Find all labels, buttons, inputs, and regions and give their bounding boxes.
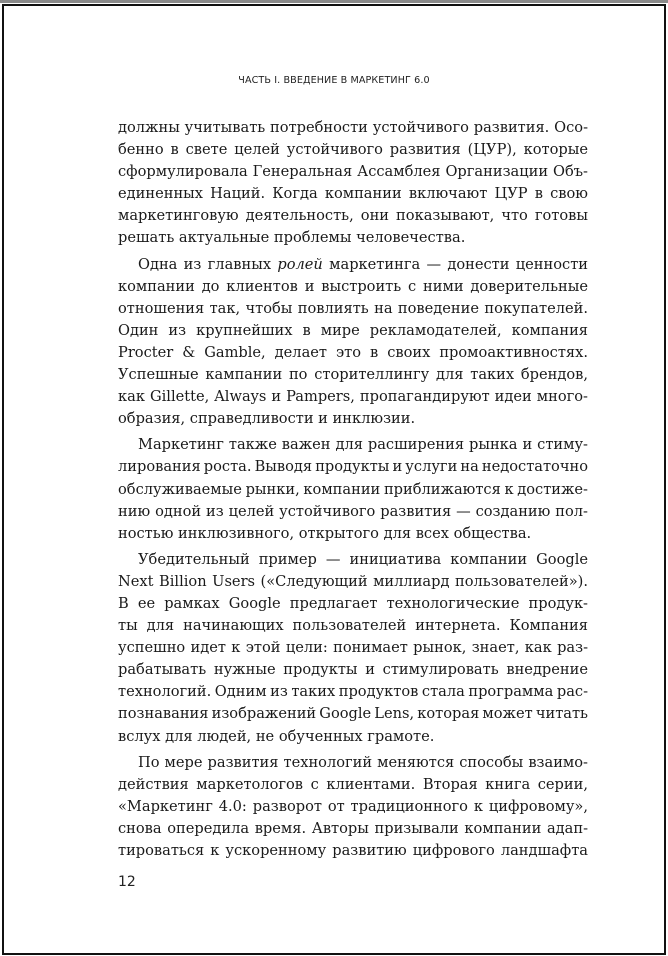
text-line: маркетинговую деятельность, они показывают, что готовы [118,207,588,225]
text-line: «Маркетинг 4.0: разворот от традиционного к цифровому», [118,797,588,815]
text-line: По мере развития технологий меняются способы взаимо- [138,753,588,771]
paragraph [118,434,588,544]
window-top-strip [0,0,668,3]
text-line: сформулировала Генеральная Ассамблея Организации Объ- [118,163,588,181]
paragraph [118,752,588,862]
text-line: В ее рамках Google предлагает технологические продук- [118,594,588,612]
text-line: бенно в свете целей устойчивого развития (ЦУР), которые [118,141,588,159]
text-line: Procter & Gamble, делает это в своих промоактивностях. [118,343,588,361]
text-line: ностью инклюзивного, открытого для всех общества. [118,524,532,542]
text-line: технологий. Одним из таких продуктов стала программа рас- [118,683,588,701]
text-line: вслух для людей, не обученных грамоте. [118,727,435,745]
text-line: образия, справедливости и инклюзии. [118,410,416,428]
text-line: ты для начинающих пользователей интернета. Компания [118,617,588,635]
text-line: решать актуальные проблемы человечества. [118,229,466,247]
text-line: действия маркетологов с клиентами. Вторая книга серии, [118,775,588,793]
paragraph [118,254,588,431]
text-line: Успешные кампании по сторителлингу для таких брендов, [118,366,588,384]
text-line: рабатывать нужные продукты и стимулировать внедрение [118,661,588,679]
text-line: тироваться к ускоренному развитию цифрового ландшафта [118,842,588,859]
text-line: Один из крупнейших в мире рекламодателей, компания [118,321,588,339]
text-line: компании до клиентов и выстроить с ними доверительные [118,277,588,295]
paragraph [118,117,588,250]
text-line: отношения так, чтобы повлиять на поведение покупателей. [118,299,588,317]
text-line: нию одной из целей устойчивого развития — созданию пол- [118,502,588,520]
text-line: должны учитывать потребности устойчивого развития. Осо- [118,119,588,136]
text-line: снова опередила время. Авторы призывали компании адап- [118,819,588,837]
text-line: познавания изображений Google Lens, которая может читать [118,705,588,723]
running-head: ЧАСТЬ I. ВВЕДЕНИЕ В МАРКЕТИНГ 6.0 [238,75,430,86]
text-line: лирования роста. Выводя продукты и услуги на недостаточно [118,458,588,476]
emphasis: ролей [277,255,323,273]
text-line: Одна из главных ролей маркетинга — донести ценности [138,255,588,273]
paragraph [118,549,588,748]
text-line: успешно идет к этой цели: понимает рынок, знает, как раз- [118,639,588,657]
text-line: обслуживаемые рынки, компании приближаются к достиже- [118,480,588,498]
text-line: как Gillette, Always и Pampers, пропагандируют идеи много- [118,388,588,406]
body-text [118,117,588,862]
text-line: Next Billion Users («Следующий миллиард пользователей»). [118,572,588,590]
page-number: 12 [118,874,136,890]
text-line: Убедительный пример — инициатива компании Google [138,550,588,568]
text-line: Маркетинг также важен для расширения рынка и стиму- [138,436,588,454]
text-line: единенных Наций. Когда компании включают ЦУР в свою [118,185,588,203]
